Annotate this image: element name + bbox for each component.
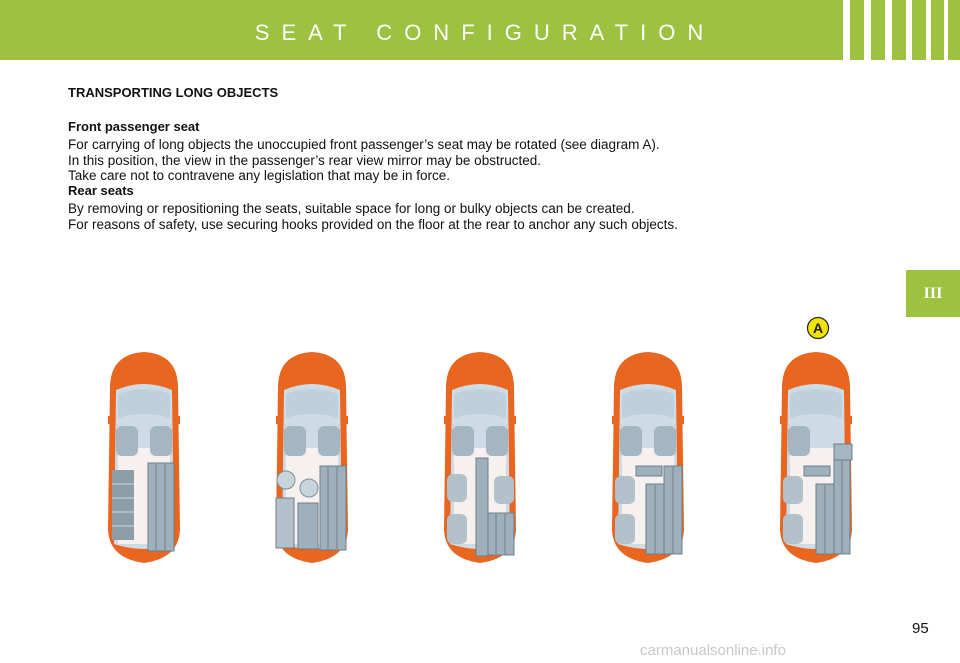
text-line: For reasons of safety, use securing hooks provided on the floor at the rear to anchor any such objects. xyxy=(68,216,678,232)
front-seat-heading: Front passenger seat xyxy=(68,119,200,134)
text-line: Take care not to contravene any legislation that may be in force. xyxy=(68,168,450,183)
rear-seats-heading: Rear seats xyxy=(68,183,134,198)
car-diagram-4 xyxy=(600,348,696,570)
text-line: For carrying of long objects the unoccupied front passenger’s seat may be rotated (see diagram A). xyxy=(68,137,660,152)
car-diagram-3 xyxy=(432,348,528,570)
watermark: carmanualsonline.info xyxy=(640,642,786,659)
rear-seats-paragraph xyxy=(68,201,898,232)
front-seat-paragraph xyxy=(68,137,898,184)
diagram-a-label: A xyxy=(812,320,824,336)
car-diagram-5 xyxy=(768,348,864,570)
text-line: By removing or repositioning the seats, suitable space for long or bulky objects can be created. xyxy=(68,201,635,216)
page-header xyxy=(0,0,960,60)
car-diagram-1 xyxy=(96,348,192,570)
diagram-a-marker xyxy=(806,316,830,340)
chapter-tab: III xyxy=(906,270,960,317)
page-title: SEAT CONFIGURATION xyxy=(254,20,716,45)
text-line: In this position, the view in the passenger’s rear view mirror may be obstructed. xyxy=(68,152,541,168)
section-title: TRANSPORTING LONG OBJECTS xyxy=(68,85,279,100)
car-diagram-2 xyxy=(264,348,360,570)
page-number: 95 xyxy=(912,620,929,637)
